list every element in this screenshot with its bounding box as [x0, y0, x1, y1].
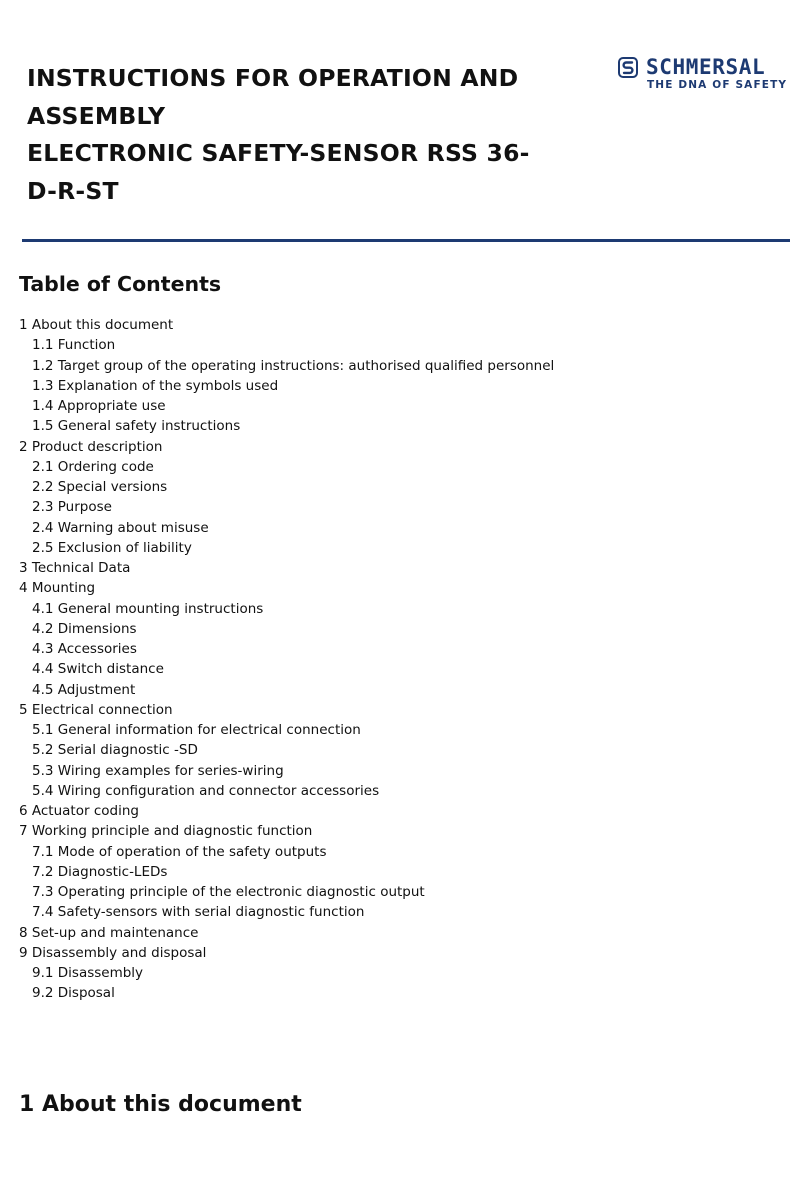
toc-subsection-link[interactable]: 2.3 Purpose: [32, 499, 112, 516]
section-heading: 1 About this document: [19, 1092, 302, 1117]
toc-subsection-link[interactable]: 4.4 Switch distance: [32, 661, 164, 678]
toc-subsection-link[interactable]: 1.1 Function: [32, 337, 116, 354]
toc-subsection-link[interactable]: 2.1 Ordering code: [32, 458, 154, 475]
toc-section-link[interactable]: 6 Actuator coding: [19, 803, 139, 819]
document-title-line: ELECTRONIC SAFETY-SENSOR RSS 36-: [27, 139, 530, 167]
toc-heading: Table of Contents: [19, 272, 222, 296]
toc-subsection-link[interactable]: 1.3 Explanation of the symbols used: [32, 377, 279, 394]
toc-subsection-link[interactable]: 2.4 Warning about misuse: [32, 519, 209, 536]
document-title-line: INSTRUCTIONS FOR OPERATION AND: [27, 64, 519, 92]
toc-subsection-link[interactable]: 2.2 Special versions: [32, 479, 168, 495]
toc-section-link[interactable]: 8 Set-up and maintenance: [19, 924, 199, 941]
toc-subsection-link[interactable]: 5.4 Wiring configuration and connector accessories: [32, 782, 380, 799]
toc-subsection-link[interactable]: 9.1 Disassembly: [32, 965, 144, 981]
document-title-line: D-R-ST: [27, 176, 119, 205]
toc-subsection-link[interactable]: 1.2 Target group of the operating instructions: authorised qualified personnel: [32, 357, 555, 374]
logo-wordmark: SCHMERSAL: [646, 55, 766, 79]
toc-subsection-link[interactable]: 1.4 Appropriate use: [32, 398, 166, 414]
toc-subsection-link[interactable]: 4.3 Accessories: [32, 641, 137, 657]
toc-subsection-link[interactable]: 5.3 Wiring examples for series-wiring: [32, 762, 284, 779]
toc-section-link[interactable]: 4 Mounting: [19, 580, 96, 597]
toc-subsection-link[interactable]: 7.1 Mode of operation of the safety outputs: [32, 843, 327, 860]
toc-subsection-link[interactable]: 7.2 Diagnostic-LEDs: [32, 863, 168, 880]
toc-subsection-link[interactable]: 4.5 Adjustment: [32, 681, 136, 698]
schmersal-logo: [618, 56, 788, 92]
document-title: [27, 60, 587, 210]
logo-tagline: THE DNA OF SAFETY: [647, 79, 788, 91]
toc-section-link[interactable]: 3 Technical Data: [19, 560, 131, 576]
document-title-line: ASSEMBLY: [27, 101, 166, 130]
toc-section-link[interactable]: 2 Product description: [19, 438, 163, 455]
toc-section-link[interactable]: 1 About this document: [19, 317, 174, 333]
toc-section-link[interactable]: 9 Disassembly and disposal: [19, 944, 207, 961]
schmersal-s-mark-icon: [618, 57, 638, 78]
toc-subsection-link[interactable]: 5.1 General information for electrical connection: [32, 722, 361, 738]
toc-subsection-link[interactable]: 7.4 Safety-sensors with serial diagnostic function: [32, 904, 365, 921]
toc-subsection-link[interactable]: 5.2 Serial diagnostic -SD: [32, 742, 198, 759]
toc-subsection-link[interactable]: 2.5 Exclusion of liability: [32, 539, 192, 556]
table-of-contents: [19, 315, 554, 1004]
toc-subsection-link[interactable]: 4.2 Dimensions: [32, 620, 137, 637]
toc-subsection-link[interactable]: 7.3 Operating principle of the electronic diagnostic output: [32, 884, 425, 900]
toc-subsection-link[interactable]: 1.5 General safety instructions: [32, 418, 241, 435]
toc-section-link[interactable]: 7 Working principle and diagnostic function: [19, 823, 313, 840]
toc-subsection-link[interactable]: 9.2 Disposal: [32, 985, 115, 1002]
toc-section-link[interactable]: 5 Electrical connection: [19, 701, 173, 718]
header-divider: [22, 239, 790, 242]
toc-subsection-link[interactable]: 4.1 General mounting instructions: [32, 600, 264, 617]
